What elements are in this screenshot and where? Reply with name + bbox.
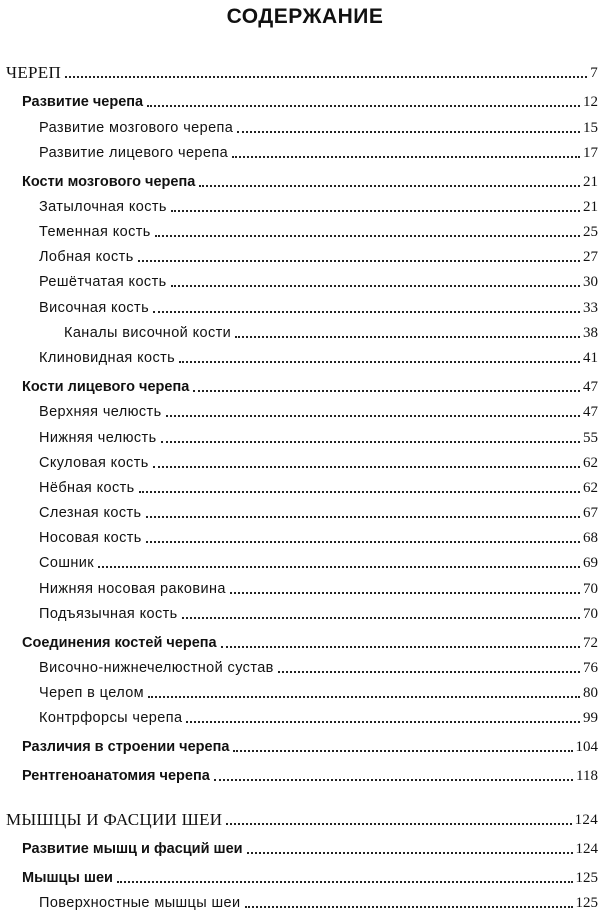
toc-entry-title: Каналы височной кости [64, 325, 232, 341]
toc-entry[interactable] [39, 500, 598, 522]
toc-entry-title: Слезная кость [39, 505, 142, 521]
toc-leader-dots [235, 336, 580, 338]
toc-leader-dots [247, 852, 573, 854]
toc-entry-title: Соединения костей черепа [22, 635, 217, 651]
toc-leader-dots [65, 76, 587, 78]
toc-leader-dots [199, 185, 580, 187]
toc-entry-page: 125 [575, 895, 598, 911]
toc-leader-dots [153, 311, 580, 313]
toc-entry[interactable] [22, 169, 598, 191]
toc-entry[interactable] [39, 345, 598, 367]
toc-entry[interactable] [6, 60, 598, 82]
toc-entry-page: 67 [583, 505, 598, 521]
toc-leader-dots [233, 750, 572, 752]
toc-leader-dots [230, 592, 580, 594]
toc-entry[interactable] [39, 601, 598, 623]
toc-entry[interactable] [22, 836, 598, 858]
toc-leader-dots [146, 516, 581, 518]
toc-entry-page: 76 [583, 660, 598, 676]
toc-entry-page: 70 [583, 606, 598, 622]
toc-leader-dots [193, 390, 580, 392]
toc-entry[interactable] [39, 140, 598, 162]
toc-entry[interactable] [39, 475, 598, 497]
toc-entry-title: Височно-нижнечелюстной сустав [39, 660, 274, 676]
toc-entry-page: 12 [583, 94, 598, 110]
toc-entry[interactable] [39, 550, 598, 572]
toc-leader-dots [226, 823, 571, 825]
toc-entry[interactable] [64, 320, 598, 342]
toc-entry-page: 7 [590, 65, 598, 81]
toc-leader-dots [186, 721, 580, 723]
toc-entry[interactable] [39, 269, 598, 291]
toc-entry-page: 41 [583, 350, 598, 366]
toc-entry-page: 15 [583, 120, 598, 136]
toc-entry-page: 118 [576, 768, 598, 784]
toc-entry[interactable] [39, 244, 598, 266]
toc-leader-dots [147, 105, 580, 107]
toc-entry[interactable] [39, 219, 598, 241]
toc-entry-page: 17 [583, 145, 598, 161]
toc-entry-page: 72 [583, 635, 598, 651]
toc-entry[interactable] [22, 734, 598, 756]
toc-entry-page: 21 [583, 174, 598, 190]
toc-entry[interactable] [39, 680, 598, 702]
toc-entry-page: 69 [583, 555, 598, 571]
toc-entry[interactable] [39, 576, 598, 598]
toc-entry[interactable] [39, 705, 598, 727]
toc-entry-title: Кости лицевого черепа [22, 379, 190, 395]
toc-leader-dots [171, 285, 580, 287]
toc-leader-dots [139, 491, 580, 493]
toc-entry-page: 47 [583, 404, 598, 420]
toc-entry[interactable] [22, 89, 598, 111]
toc-leader-dots [138, 260, 580, 262]
toc-entry[interactable] [39, 194, 598, 216]
toc-entry[interactable] [39, 450, 598, 472]
toc-entry-title: Решётчатая кость [39, 274, 167, 290]
toc-leader-dots [278, 671, 580, 673]
toc-entry-title: Нижняя носовая раковина [39, 581, 226, 597]
toc-entry[interactable] [22, 374, 598, 396]
toc-leader-dots [232, 156, 580, 158]
toc-entry-title: Нёбная кость [39, 480, 135, 496]
toc-entry-title: Поверхностные мышцы шеи [39, 895, 241, 911]
toc-leader-dots [148, 696, 580, 698]
toc-entry[interactable] [22, 865, 598, 887]
toc-entry-title: Кости мозгового черепа [22, 174, 196, 190]
toc-entry[interactable] [39, 399, 598, 421]
toc-entry-title: Носовая кость [39, 530, 142, 546]
toc-entry-title: Рентгеноанатомия черепа [22, 768, 210, 784]
toc-entry-title: Скуловая кость [39, 455, 149, 471]
toc-entry-title: МЫШЦЫ И ФАСЦИИ ШЕИ [6, 810, 223, 829]
toc-leader-dots [245, 906, 573, 908]
toc-entry-page: 62 [583, 455, 598, 471]
toc-entry[interactable] [22, 630, 598, 652]
toc-entry-title: Развитие мышц и фасций шеи [22, 841, 243, 857]
toc-entry-page: 38 [583, 325, 598, 341]
toc-entry-title: Сошник [39, 555, 95, 571]
toc-entry[interactable] [39, 655, 598, 677]
toc-entry-title: Лобная кость [39, 249, 134, 265]
toc-entry[interactable] [39, 295, 598, 317]
toc-entry-page: 21 [583, 199, 598, 215]
toc-leader-dots [171, 210, 580, 212]
toc-entry-page: 62 [583, 480, 598, 496]
toc-entry-title: Нижняя челюсть [39, 430, 157, 446]
toc-entry-page: 124 [575, 841, 598, 857]
toc-entry-page: 125 [575, 870, 598, 886]
toc-entry-title: Развитие черепа [22, 94, 144, 110]
toc-entry-page: 124 [574, 812, 598, 828]
toc-entry-title: Височная кость [39, 300, 150, 316]
toc-entry[interactable] [39, 425, 598, 447]
toc-leader-dots [146, 541, 580, 543]
toc-entry-title: Развитие мозгового черепа [39, 120, 234, 136]
toc-entry-page: 25 [583, 224, 598, 240]
toc-leader-dots [221, 646, 580, 648]
toc-entry-page: 27 [583, 249, 598, 265]
toc-entry[interactable] [39, 115, 598, 137]
toc-leader-dots [237, 131, 580, 133]
toc-entry-title: Контрфорсы черепа [39, 710, 183, 726]
toc-leader-dots [98, 566, 580, 568]
toc-entry-page: 47 [583, 379, 598, 395]
toc-leader-dots [214, 779, 573, 781]
toc-entry[interactable] [22, 763, 598, 785]
toc-entry-title: Теменная кость [39, 224, 151, 240]
toc-entry-page: 99 [583, 710, 598, 726]
toc-entry-title: Различия в строении черепа [22, 739, 230, 755]
toc-leader-dots [155, 235, 580, 237]
toc-leader-dots [117, 881, 573, 883]
toc-entry[interactable] [39, 525, 598, 547]
toc-entry-title: Развитие лицевого черепа [39, 145, 229, 161]
toc-leader-dots [161, 441, 580, 443]
toc-entry-title: Клиновидная кость [39, 350, 176, 366]
toc-entry-page: 33 [583, 300, 598, 316]
toc-entry-page: 30 [583, 274, 598, 290]
toc-entry-page: 70 [583, 581, 598, 597]
toc-leader-dots [166, 415, 580, 417]
toc-entry-page: 68 [583, 530, 598, 546]
toc-entry[interactable] [39, 890, 598, 912]
toc-entry-page: 104 [575, 739, 598, 755]
toc-leader-dots [153, 466, 580, 468]
page-title: СОДЕРЖАНИЕ [226, 5, 384, 28]
toc-entry-page: 55 [583, 430, 598, 446]
toc-entry-title: ЧЕРЕП [6, 63, 62, 82]
toc-leader-dots [182, 617, 580, 619]
toc-leader-dots [179, 361, 580, 363]
toc-entry[interactable] [6, 807, 598, 829]
toc-entry-title: Верхняя челюсть [39, 404, 162, 420]
toc-entry-title: Подъязычная кость [39, 606, 178, 622]
toc-entry-title: Затылочная кость [39, 199, 167, 215]
toc-entry-title: Череп в целом [39, 685, 145, 701]
toc-entry-title: Мышцы шеи [22, 870, 113, 886]
toc-entry-page: 80 [583, 685, 598, 701]
